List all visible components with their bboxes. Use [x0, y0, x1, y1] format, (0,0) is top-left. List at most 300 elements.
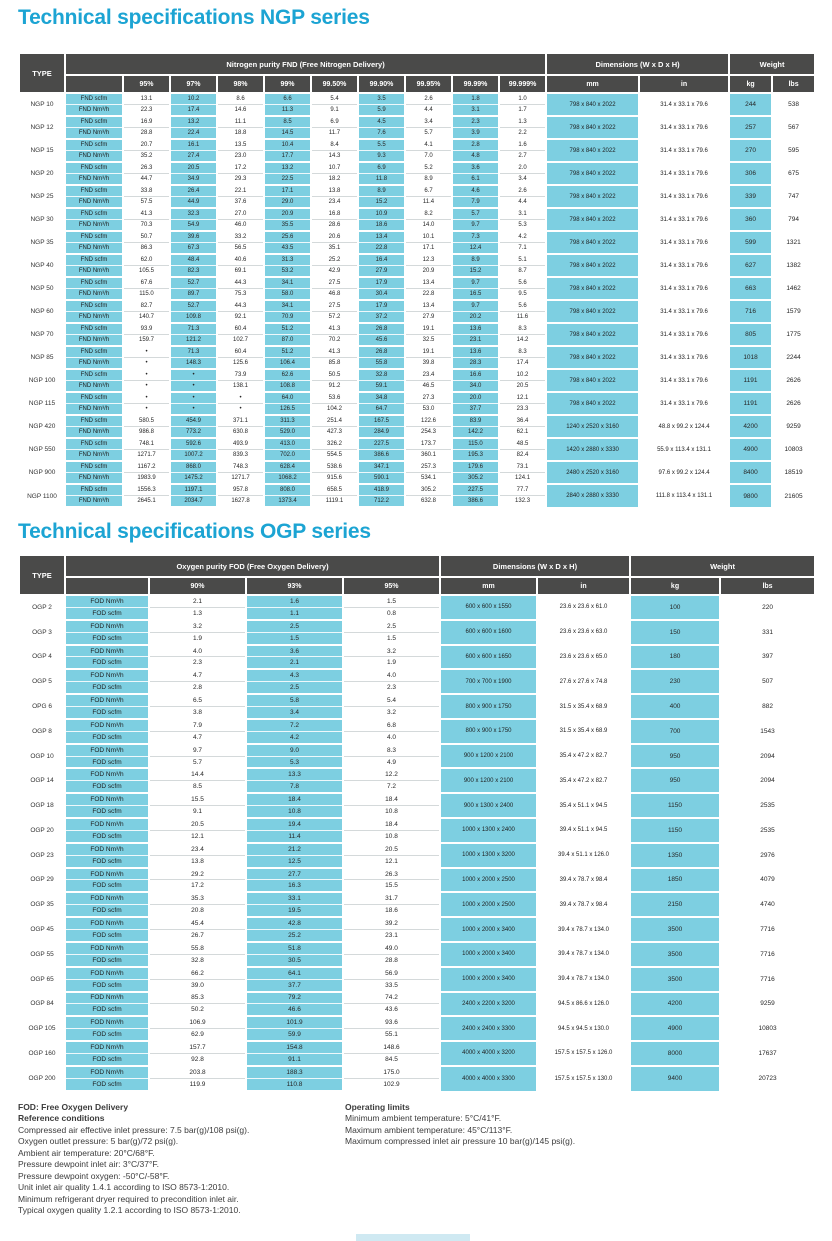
value-cell: 45.4: [149, 917, 246, 929]
value-cell: 71.3: [170, 323, 217, 335]
ngp-weight-header: Weight: [729, 54, 815, 75]
value-cell: 12.2: [343, 768, 440, 780]
dimensions-in-cell: 31.4 x 33.1 x 79.6: [639, 139, 729, 162]
value-cell: 4.1: [405, 139, 452, 151]
value-cell: 3.2: [343, 645, 440, 657]
weight-col-header: lbs: [720, 577, 815, 595]
dimensions-mm-cell: 798 x 840 x 2022: [546, 277, 639, 300]
value-cell: 84.5: [343, 1053, 440, 1065]
dimensions-in-cell: 39.4 x 51.1 x 126.0: [537, 843, 630, 868]
value-cell: 42.9: [311, 266, 358, 278]
value-cell: 9.7: [452, 220, 499, 232]
value-cell: 10.4: [264, 139, 311, 151]
value-cell: 16.8: [311, 208, 358, 220]
value-cell: 48.5: [499, 438, 546, 450]
weight-lbs-cell: 2094: [720, 744, 815, 769]
dimensions-mm-cell: 798 x 840 x 2022: [546, 116, 639, 139]
value-cell: 5.4: [343, 694, 440, 706]
value-cell: 108.8: [264, 381, 311, 393]
value-cell: 1167.2: [123, 461, 170, 473]
value-cell: 0.8: [343, 607, 440, 619]
value-cell: 22.4: [170, 128, 217, 140]
footer-reference-conditions: [18, 1102, 345, 1217]
dimensions-mm-cell: 800 x 900 x 1750: [440, 719, 537, 744]
value-cell: 23.3: [499, 404, 546, 416]
type-cell: OGP 10: [19, 744, 65, 769]
value-cell: 10.2: [170, 93, 217, 105]
value-cell: 386.6: [358, 450, 405, 462]
weight-kg-cell: 663: [729, 277, 772, 300]
value-cell: 3.5: [358, 93, 405, 105]
row-unit-label: FND scfm: [65, 323, 123, 335]
value-cell: 2.6: [499, 185, 546, 197]
value-cell: 1.0: [499, 93, 546, 105]
value-cell: 27.5: [311, 300, 358, 312]
value-cell: 1475.2: [170, 473, 217, 485]
ogp-weight-header: Weight: [630, 556, 815, 577]
value-cell: 18.4: [343, 818, 440, 830]
weight-kg-cell: 180: [630, 645, 720, 670]
row-unit-label: FOD Nm³/h: [65, 967, 149, 979]
value-cell: 44.3: [217, 300, 264, 312]
value-cell: 175.0: [343, 1066, 440, 1078]
row-unit-label: FND scfm: [65, 208, 123, 220]
value-cell: 1271.7: [217, 473, 264, 485]
dimensions-mm-cell: 798 x 840 x 2022: [546, 346, 639, 369]
value-cell: 580.5: [123, 415, 170, 427]
dimensions-mm-cell: 798 x 840 x 2022: [546, 254, 639, 277]
value-cell: 868.0: [170, 461, 217, 473]
value-cell: 22.8: [358, 243, 405, 255]
dimensions-mm-cell: 2480 x 2520 x 3160: [546, 461, 639, 484]
value-cell: 3.4: [499, 174, 546, 186]
value-cell: 23.1: [452, 335, 499, 347]
table-row: [19, 346, 815, 358]
footer-line: Pressure dewpoint inlet air: 3°C/37°F.: [18, 1159, 159, 1170]
value-cell: 121.2: [170, 335, 217, 347]
value-cell: 2.5: [246, 620, 343, 632]
value-cell: 4.9: [343, 756, 440, 768]
value-cell: 23.1: [343, 930, 440, 942]
value-cell: 83.9: [452, 415, 499, 427]
purity-col-header: 99.999%: [499, 75, 546, 93]
value-cell: 2.6: [405, 93, 452, 105]
value-cell: 173.7: [405, 438, 452, 450]
value-cell: 64.7: [358, 404, 405, 416]
weight-kg-cell: 8400: [729, 461, 772, 484]
value-cell: 1.1: [246, 607, 343, 619]
dimensions-mm-cell: 798 x 840 x 2022: [546, 300, 639, 323]
value-cell: 10.8: [343, 830, 440, 842]
weight-kg-cell: 150: [630, 620, 720, 645]
value-cell: 17.9: [358, 300, 405, 312]
value-cell: 27.7: [246, 868, 343, 880]
value-cell: 6.9: [358, 162, 405, 174]
value-cell: 28.6: [311, 220, 358, 232]
value-cell: 13.3: [246, 768, 343, 780]
row-unit-label: FOD scfm: [65, 682, 149, 694]
footer-line: Compressed air effective inlet pressure: 7.5 bar(g)/108 psi(g).: [18, 1124, 250, 1135]
dimensions-mm-cell: 798 x 840 x 2022: [546, 162, 639, 185]
value-cell: 1271.7: [123, 450, 170, 462]
value-cell: 2.0: [499, 162, 546, 174]
weight-kg-cell: 400: [630, 694, 720, 719]
value-cell: 9.3: [358, 151, 405, 163]
dimensions-in-cell: 48.8 x 99.2 x 124.4: [639, 415, 729, 438]
row-unit-label: FND scfm: [65, 254, 123, 266]
value-cell: 17.1: [405, 243, 452, 255]
weight-lbs-cell: 2535: [720, 793, 815, 818]
value-cell: 17.4: [499, 358, 546, 370]
value-cell: 124.1: [499, 473, 546, 485]
dimensions-in-cell: 31.4 x 33.1 x 79.6: [639, 277, 729, 300]
row-unit-label: FOD Nm³/h: [65, 1016, 149, 1028]
value-cell: 4.2: [246, 731, 343, 743]
value-cell: 10.7: [311, 162, 358, 174]
dimensions-mm-cell: 1000 x 1300 x 3200: [440, 843, 537, 868]
row-unit-label: FOD Nm³/h: [65, 1066, 149, 1078]
weight-lbs-cell: 7716: [720, 967, 815, 992]
purity-col-header: 95%: [343, 577, 440, 595]
value-cell: 1119.1: [311, 496, 358, 508]
table-row: [19, 719, 815, 731]
type-cell: OGP 55: [19, 942, 65, 967]
weight-kg-cell: 599: [729, 231, 772, 254]
value-cell: 6.8: [343, 719, 440, 731]
value-cell: 14.5: [264, 128, 311, 140]
weight-lbs-cell: 17637: [720, 1041, 815, 1066]
weight-kg-cell: 1191: [729, 369, 772, 392]
type-cell: NGP 35: [19, 231, 65, 254]
bottom-decor: [356, 1234, 470, 1241]
weight-lbs-cell: 18519: [772, 461, 815, 484]
value-cell: 34.1: [264, 300, 311, 312]
value-cell: 3.1: [499, 208, 546, 220]
row-unit-label: FND Nm³/h: [65, 151, 123, 163]
dimensions-in-cell: 31.4 x 33.1 x 79.6: [639, 116, 729, 139]
value-cell: •: [170, 369, 217, 381]
value-cell: 106.9: [149, 1016, 246, 1028]
value-cell: 8.9: [405, 174, 452, 186]
value-cell: 59.9: [246, 1029, 343, 1041]
dimensions-in-cell: 27.6 x 27.6 x 74.8: [537, 669, 630, 694]
row-unit-label: FOD scfm: [65, 1078, 149, 1090]
value-cell: 34.0: [452, 381, 499, 393]
value-cell: 67.3: [170, 243, 217, 255]
value-cell: 632.8: [405, 496, 452, 508]
row-unit-label: FOD scfm: [65, 855, 149, 867]
row-unit-label: FOD scfm: [65, 707, 149, 719]
dimensions-mm-cell: 798 x 840 x 2022: [546, 185, 639, 208]
value-cell: 13.8: [311, 185, 358, 197]
dimensions-mm-cell: 600 x 600 x 1550: [440, 595, 537, 620]
table-row: [19, 369, 815, 381]
table-row: [19, 992, 815, 1004]
row-unit-label: FOD Nm³/h: [65, 744, 149, 756]
value-cell: 18.6: [343, 905, 440, 917]
value-cell: 34.8: [358, 392, 405, 404]
value-cell: 2.3: [149, 657, 246, 669]
value-cell: 254.3: [405, 427, 452, 439]
value-cell: 35.2: [123, 151, 170, 163]
value-cell: 6.1: [452, 174, 499, 186]
value-cell: 590.1: [358, 473, 405, 485]
weight-kg-cell: 339: [729, 185, 772, 208]
dimensions-mm-cell: 700 x 700 x 1900: [440, 669, 537, 694]
weight-col-header: kg: [729, 75, 772, 93]
value-cell: 8.4: [311, 139, 358, 151]
row-unit-label: FND Nm³/h: [65, 197, 123, 209]
row-unit-label: FND Nm³/h: [65, 450, 123, 462]
value-cell: 14.2: [499, 335, 546, 347]
value-cell: 119.9: [149, 1078, 246, 1090]
value-cell: 27.9: [405, 312, 452, 324]
row-unit-label: FOD Nm³/h: [65, 1041, 149, 1053]
value-cell: 13.4: [358, 231, 405, 243]
value-cell: 19.1: [405, 346, 452, 358]
row-unit-label: FND scfm: [65, 277, 123, 289]
row-unit-label: FOD scfm: [65, 756, 149, 768]
value-cell: 31.3: [264, 254, 311, 266]
footer-line: Unit inlet air quality 1.4.1 according to ISO 8573-1:2010.: [18, 1182, 230, 1193]
value-cell: 91.1: [246, 1053, 343, 1065]
value-cell: 3.4: [405, 116, 452, 128]
value-cell: 16.1: [170, 139, 217, 151]
value-cell: 203.8: [149, 1066, 246, 1078]
weight-kg-cell: 627: [729, 254, 772, 277]
value-cell: 39.0: [149, 979, 246, 991]
purity-label-header: [65, 75, 123, 93]
value-cell: 40.6: [217, 254, 264, 266]
weight-lbs-cell: 9259: [720, 992, 815, 1017]
value-cell: 50.7: [123, 231, 170, 243]
value-cell: •: [170, 404, 217, 416]
row-unit-label: FND scfm: [65, 162, 123, 174]
row-unit-label: FND scfm: [65, 116, 123, 128]
weight-col-header: lbs: [772, 75, 815, 93]
dimension-col-header: in: [537, 577, 630, 595]
row-unit-label: FOD Nm³/h: [65, 768, 149, 780]
weight-kg-cell: 1191: [729, 392, 772, 415]
value-cell: 10.2: [499, 369, 546, 381]
value-cell: 58.0: [264, 289, 311, 301]
table-row: [19, 793, 815, 805]
ngp-header-row: [19, 54, 815, 75]
value-cell: 22.1: [217, 185, 264, 197]
value-cell: 1.8: [452, 93, 499, 105]
row-unit-label: FOD Nm³/h: [65, 620, 149, 632]
value-cell: 712.2: [358, 496, 405, 508]
value-cell: 592.6: [170, 438, 217, 450]
value-cell: 106.4: [264, 358, 311, 370]
value-cell: 10.9: [358, 208, 405, 220]
value-cell: 9.7: [452, 277, 499, 289]
value-cell: 6.6: [264, 93, 311, 105]
value-cell: 11.3: [264, 105, 311, 117]
weight-kg-cell: 2150: [630, 892, 720, 917]
value-cell: 34.1: [264, 277, 311, 289]
value-cell: 73.9: [217, 369, 264, 381]
value-cell: 16.5: [452, 289, 499, 301]
value-cell: 4.0: [149, 645, 246, 657]
value-cell: 32.5: [405, 335, 452, 347]
dimensions-in-cell: 31.4 x 33.1 x 79.6: [639, 323, 729, 346]
value-cell: 44.7: [123, 174, 170, 186]
value-cell: 702.0: [264, 450, 311, 462]
value-cell: 4.6: [452, 185, 499, 197]
value-cell: 284.9: [358, 427, 405, 439]
type-cell: NGP 115: [19, 392, 65, 415]
value-cell: 529.0: [264, 427, 311, 439]
value-cell: 70.9: [264, 312, 311, 324]
dimensions-in-cell: 35.4 x 51.1 x 94.5: [537, 793, 630, 818]
table-row: [19, 438, 815, 450]
value-cell: 82.3: [170, 266, 217, 278]
value-cell: 12.1: [343, 855, 440, 867]
value-cell: 3.2: [343, 707, 440, 719]
value-cell: 15.5: [343, 880, 440, 892]
value-cell: 13.1: [123, 93, 170, 105]
weight-kg-cell: 3500: [630, 967, 720, 992]
weight-kg-cell: 230: [630, 669, 720, 694]
value-cell: •: [123, 404, 170, 416]
value-cell: 122.6: [405, 415, 452, 427]
value-cell: 2.8: [149, 682, 246, 694]
value-cell: 104.2: [311, 404, 358, 416]
value-cell: 17.7: [264, 151, 311, 163]
row-unit-label: FND Nm³/h: [65, 128, 123, 140]
value-cell: 82.7: [123, 300, 170, 312]
weight-lbs-cell: 10803: [720, 1016, 815, 1041]
value-cell: 57.2: [311, 312, 358, 324]
value-cell: 5.7: [405, 128, 452, 140]
value-cell: 62.6: [264, 369, 311, 381]
value-cell: 32.3: [170, 208, 217, 220]
value-cell: 52.7: [170, 277, 217, 289]
value-cell: 14.3: [311, 151, 358, 163]
weight-kg-cell: 3500: [630, 942, 720, 967]
type-cell: OGP 5: [19, 669, 65, 694]
weight-kg-cell: 805: [729, 323, 772, 346]
table-row: [19, 868, 815, 880]
type-cell: OGP 160: [19, 1041, 65, 1066]
value-cell: 2.2: [499, 128, 546, 140]
weight-kg-cell: 244: [729, 93, 772, 116]
dimensions-in-cell: 39.4 x 78.7 x 134.0: [537, 917, 630, 942]
value-cell: 102.7: [217, 335, 264, 347]
value-cell: 105.5: [123, 266, 170, 278]
dimensions-in-cell: 31.4 x 33.1 x 79.6: [639, 162, 729, 185]
type-cell: NGP 15: [19, 139, 65, 162]
table-row: [19, 415, 815, 427]
value-cell: 5.3: [499, 220, 546, 232]
weight-kg-cell: 1850: [630, 868, 720, 893]
value-cell: 13.6: [452, 323, 499, 335]
value-cell: 26.7: [149, 930, 246, 942]
value-cell: 17.2: [149, 880, 246, 892]
value-cell: 74.2: [343, 992, 440, 1004]
dimensions-mm-cell: 2400 x 2400 x 3300: [440, 1016, 537, 1041]
row-unit-label: FND Nm³/h: [65, 174, 123, 186]
value-cell: 27.9: [358, 266, 405, 278]
footer-line: Minimum ambient temperature: 5°C/41°F.: [345, 1113, 502, 1124]
footer-reference-heading: Reference conditions: [18, 1113, 105, 1124]
value-cell: 44.3: [217, 277, 264, 289]
value-cell: •: [123, 358, 170, 370]
value-cell: 64.1: [246, 967, 343, 979]
value-cell: 4.0: [343, 731, 440, 743]
type-cell: OGP 200: [19, 1066, 65, 1091]
value-cell: 15.5: [149, 793, 246, 805]
value-cell: •: [123, 346, 170, 358]
value-cell: 3.2: [149, 620, 246, 632]
weight-kg-cell: 1150: [630, 793, 720, 818]
value-cell: 13.5: [217, 139, 264, 151]
weight-lbs-cell: 567: [772, 116, 815, 139]
value-cell: 48.4: [170, 254, 217, 266]
value-cell: 1068.2: [264, 473, 311, 485]
value-cell: 326.2: [311, 438, 358, 450]
weight-lbs-cell: 220: [720, 595, 815, 620]
value-cell: 19.1: [405, 323, 452, 335]
value-cell: 13.4: [405, 277, 452, 289]
dimensions-in-cell: 31.4 x 33.1 x 79.6: [639, 300, 729, 323]
weight-lbs-cell: 2626: [772, 369, 815, 392]
value-cell: •: [217, 392, 264, 404]
value-cell: 7.6: [358, 128, 405, 140]
value-cell: 7.8: [246, 781, 343, 793]
value-cell: 21.2: [246, 843, 343, 855]
dimensions-in-cell: 31.4 x 33.1 x 79.6: [639, 369, 729, 392]
type-cell: OGP 65: [19, 967, 65, 992]
value-cell: 37.2: [358, 312, 405, 324]
value-cell: 4.8: [452, 151, 499, 163]
value-cell: 1197.1: [170, 484, 217, 496]
ngp-table: [18, 54, 816, 508]
type-cell: NGP 1100: [19, 484, 65, 507]
table-row: [19, 461, 815, 473]
type-cell: OPG 6: [19, 694, 65, 719]
value-cell: 2.7: [499, 151, 546, 163]
dimensions-mm-cell: 1000 x 1300 x 2400: [440, 818, 537, 843]
value-cell: 20.0: [452, 392, 499, 404]
dimensions-in-cell: 31.4 x 33.1 x 79.6: [639, 208, 729, 231]
value-cell: 13.8: [149, 855, 246, 867]
value-cell: 4.3: [246, 669, 343, 681]
value-cell: 347.1: [358, 461, 405, 473]
weight-lbs-cell: 1321: [772, 231, 815, 254]
value-cell: 39.6: [170, 231, 217, 243]
footer-operating-limits: [345, 1102, 814, 1217]
value-cell: 26.8: [358, 346, 405, 358]
value-cell: 3.1: [452, 105, 499, 117]
value-cell: 658.5: [311, 484, 358, 496]
value-cell: 36.4: [499, 415, 546, 427]
table-row: [19, 277, 815, 289]
weight-lbs-cell: 397: [720, 645, 815, 670]
value-cell: 538.6: [311, 461, 358, 473]
dimensions-in-cell: 23.6 x 23.6 x 61.0: [537, 595, 630, 620]
weight-lbs-cell: 20723: [720, 1066, 815, 1091]
value-cell: 27.5: [311, 277, 358, 289]
value-cell: 26.4: [170, 185, 217, 197]
value-cell: •: [170, 381, 217, 393]
value-cell: 50.5: [311, 369, 358, 381]
table-row: [19, 116, 815, 128]
dimensions-mm-cell: 4000 x 4000 x 3300: [440, 1066, 537, 1091]
value-cell: 52.7: [170, 300, 217, 312]
table-row: [19, 694, 815, 706]
